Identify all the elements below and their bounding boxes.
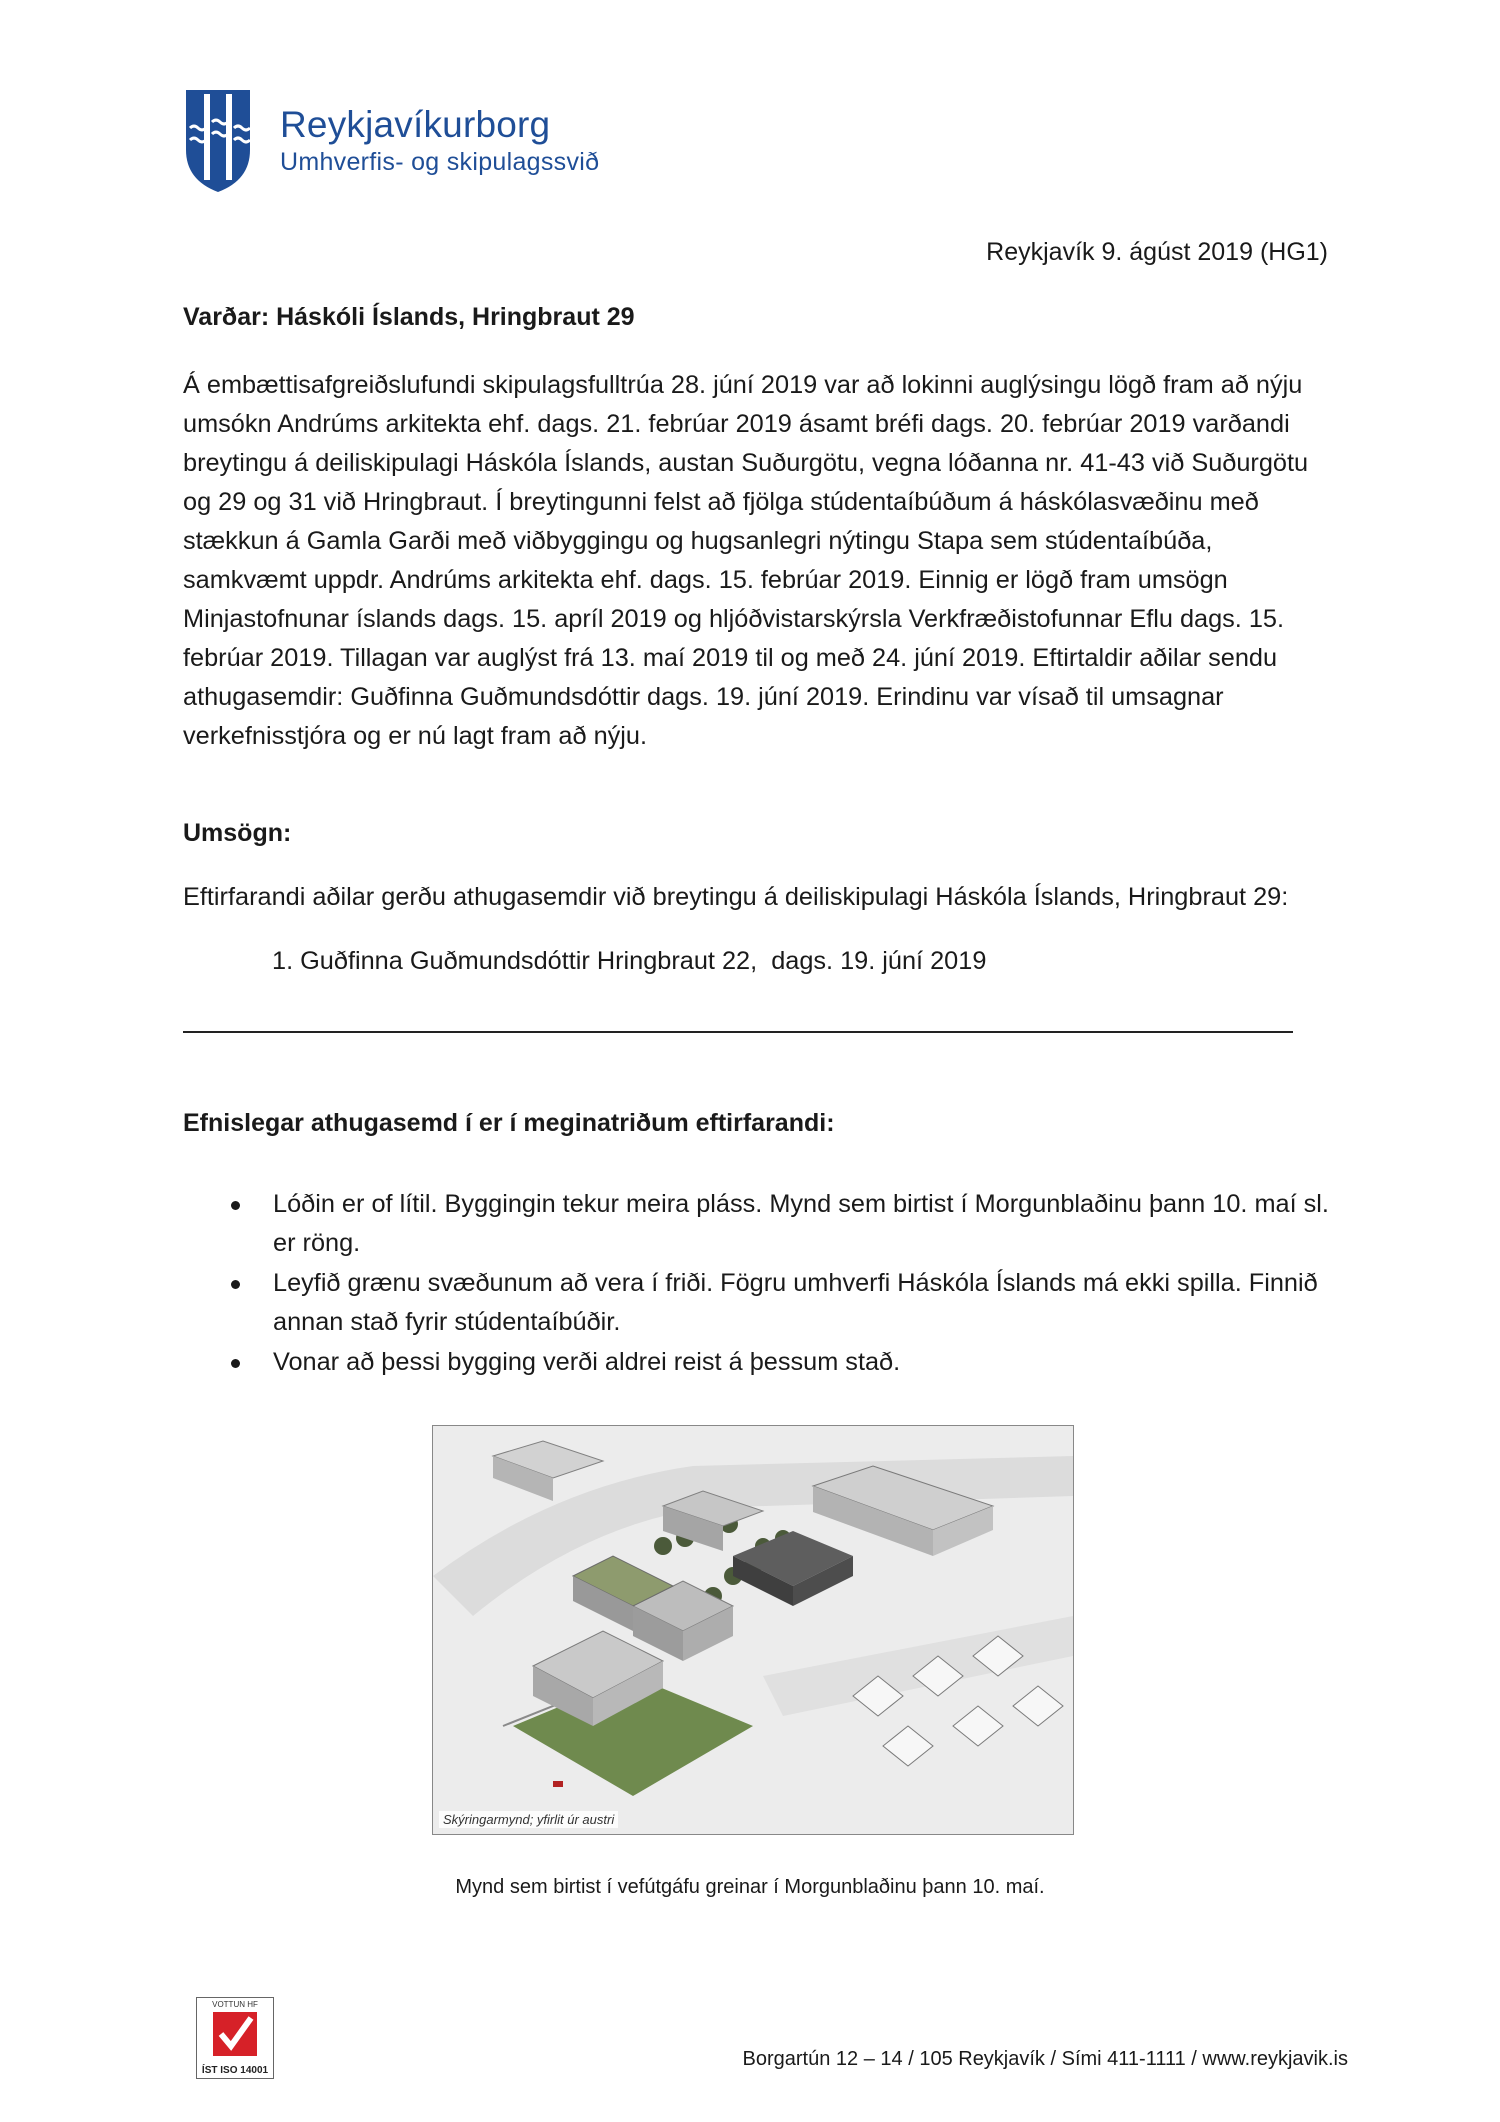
list-item	[183, 1185, 1343, 1263]
cert-label-bottom: ÍST ISO 14001	[201, 2065, 269, 2076]
organization-name: Reykjavíkurborg	[280, 104, 551, 145]
list-item	[183, 1264, 1343, 1342]
list-item-text: Lóðin er of lítil. Byggingin tekur meira pláss. Mynd sem birtist í Morgunblaðinu þann 10. maí sl. er röng.	[273, 1190, 1329, 1257]
figure-inner-caption: Skýringarmynd; yfirlit úr austri	[439, 1811, 618, 1828]
letter-subject: Varðar: Háskóli Íslands, Hringbraut 29	[183, 303, 635, 331]
objector-list-item: 1. Guðfinna Guðmundsdóttir Hringbraut 22, dags. 19. júní 2019	[272, 947, 987, 975]
letter-body	[183, 366, 1343, 756]
list-item-text: Vonar að þessi bygging verði aldrei reist á þessum stað.	[273, 1348, 901, 1376]
letter-date: Reykjavík 9. ágúst 2019 (HG1)	[986, 238, 1328, 266]
objections-heading: Efnislegar athugasemd í er í meginatriðum eftirfarandi:	[183, 1109, 835, 1137]
department-name: Umhverfis- og skipulagssvið	[280, 148, 600, 176]
rendering-illustration	[433, 1426, 1073, 1834]
cert-label-top: VOTTUN HF	[212, 2000, 258, 2009]
umsogn-intro: Eftirfarandi aðilar gerðu athugasemdir við breytingu á deiliskipulagi Háskóla Íslands, Hringbraut 29:	[183, 883, 1289, 911]
footer-address: Borgartún 12 – 14 / 105 Reykjavík / Sími 411-1111 / www.reykjavik.is	[742, 2048, 1348, 2070]
separator-line	[183, 1031, 1293, 1033]
iso-certification-badge	[196, 1997, 274, 2079]
bullet-icon	[231, 1201, 240, 1210]
list-item	[183, 1343, 1343, 1382]
city-shield-icon	[184, 88, 252, 194]
list-item-text: Leyfið grænu svæðunum að vera í friði. Fögru umhverfi Háskóla Íslands má ekki spilla. Finnið annan stað fyrir stúdentaíbúðir.	[273, 1269, 1318, 1336]
figure-caption: Mynd sem birtist í vefútgáfu greinar í Morgunblaðinu þann 10. maí.	[455, 1876, 1045, 1898]
bullet-icon	[231, 1280, 240, 1289]
bullet-icon	[231, 1359, 240, 1368]
umsogn-heading: Umsögn:	[183, 819, 292, 847]
objections-list	[183, 1185, 1343, 1383]
body-paragraph: Á embættisafgreiðslufundi skipulagsfulltrúa 28. júní 2019 var að lokinni auglýsingu lögð fram að nýju umsókn Andrúms arkitekta ehf. dags. 21. febrúar 2019 ásamt bréfi dags. 20. febrúar 2019 varðandi breytingu á deiliskipulagi Háskóla Íslands, austan Suðurgötu, vegna lóðanna nr. 41-43 við Suðurgötu og 29 og 31 við Hringbraut. Í breytingunni felst að fjölga stúdentaíbúðum á háskólasvæðinu með stækkun á Gamla Garði með viðbyggingu og hugsanlegri nýtingu Stapa sem stúdentaíbúða, samkvæmt uppdr. Andrúms arkitekta ehf. dags. 15. febrúar 2019. Einnig er lögð fram umsögn Minjastofnunar íslands dags. 15. apríl 2019 og hljóðvistarskýrsla Verkfræðistofunnar Eflu dags. 15. febrúar 2019. Tillagan var auglýst frá 13. maí 2019 til og með 24. júní 2019. Eftirtaldir aðilar sendu athugasemdir: Guðfinna Guðmundsdóttir dags. 19. júní 2019. Erindinu var vísað til umsagnar verkefnisstjóra og er nú lagt fram að nýju.	[183, 371, 1309, 750]
aerial-rendering-image	[432, 1425, 1074, 1835]
